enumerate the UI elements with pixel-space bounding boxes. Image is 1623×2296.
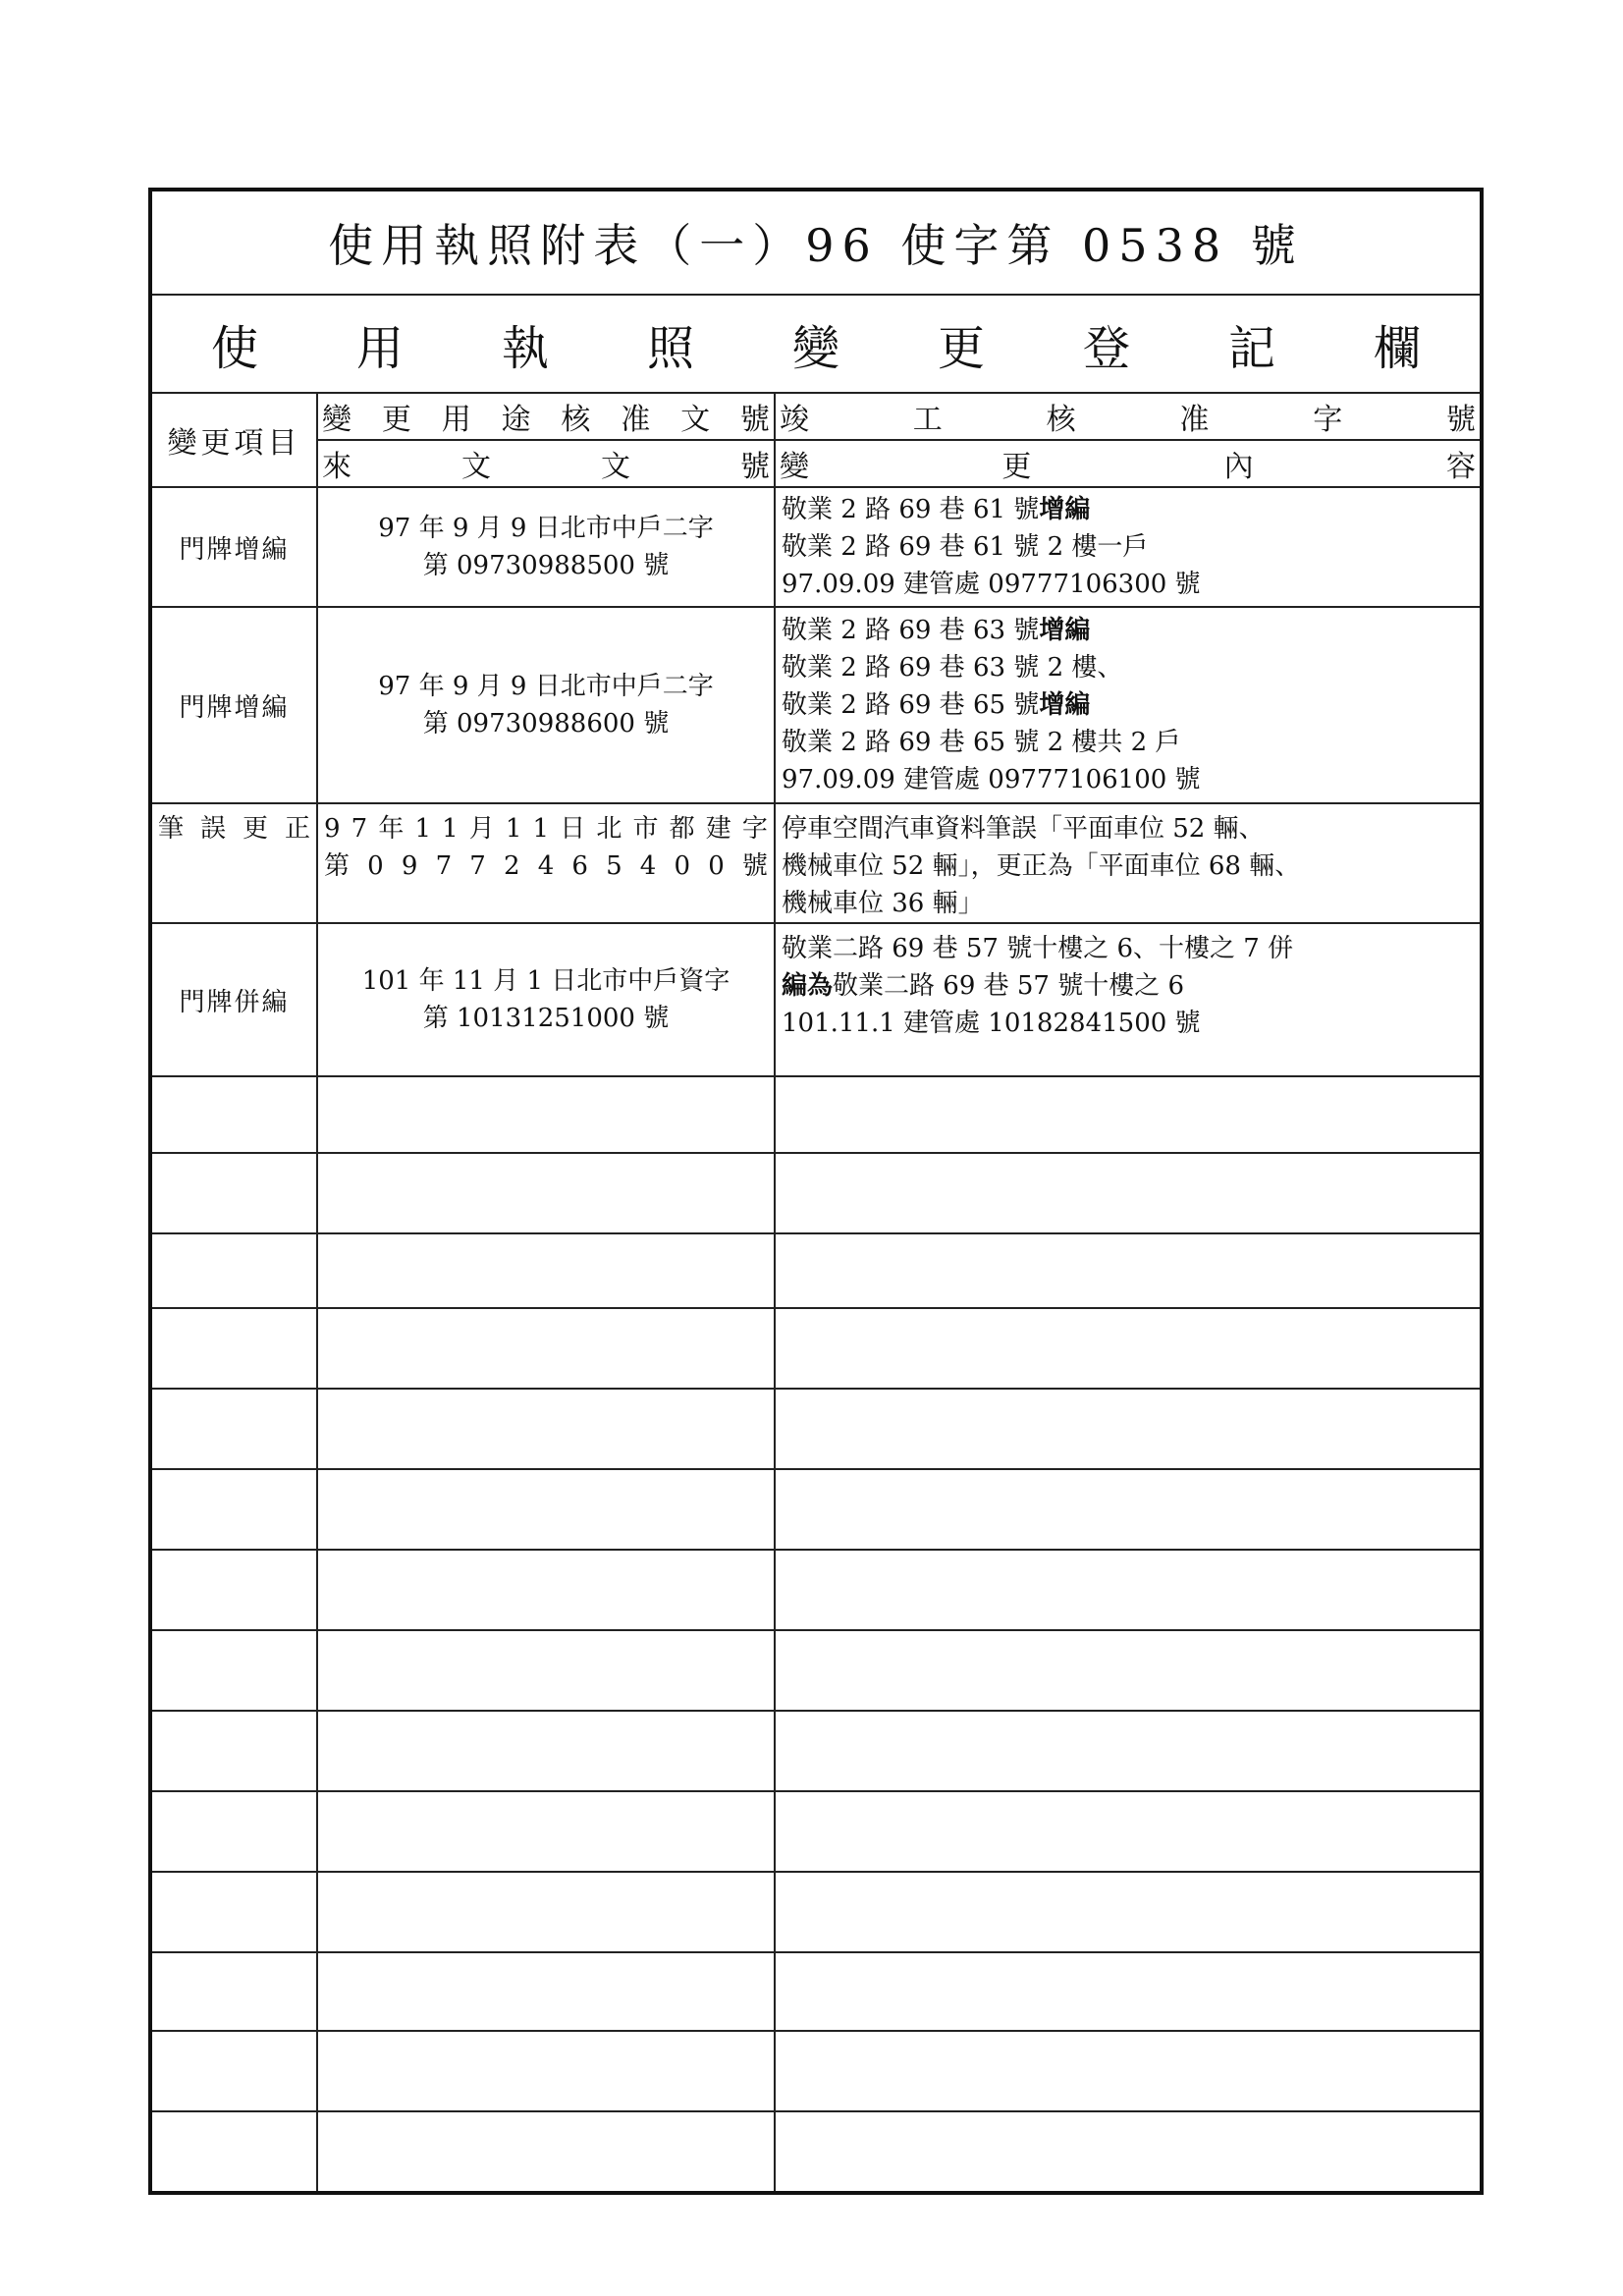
header-change-content xyxy=(775,440,1482,487)
empty-cell xyxy=(775,1630,1482,1711)
spaced-char: 用 xyxy=(441,403,471,437)
doc-line: 第 10131251000 號 xyxy=(422,1004,670,1033)
empty-cell xyxy=(150,1872,317,1952)
spaced-char: 誤 xyxy=(199,814,226,844)
section-title-char: 用 xyxy=(356,320,405,376)
empty-cell xyxy=(775,2031,1482,2111)
empty-row xyxy=(150,1711,1482,1791)
content-line: 敬業 2 路 69 巷 65 號 2 樓共 2 戶 xyxy=(782,728,1181,757)
content-line: 敬業 2 路 69 巷 65 號增編 xyxy=(782,690,1091,720)
section-title-char: 欄 xyxy=(1374,320,1422,376)
empty-cell xyxy=(317,1711,775,1791)
empty-cell xyxy=(150,1791,317,1872)
section-title-char: 登 xyxy=(1083,320,1131,376)
section-title xyxy=(150,295,1482,393)
empty-cell xyxy=(317,1308,775,1389)
empty-cell xyxy=(317,2111,775,2193)
empty-cell xyxy=(150,2111,317,2193)
empty-cell xyxy=(775,1308,1482,1389)
spaced-char: 更 xyxy=(242,814,268,844)
spaced-char: 核 xyxy=(1046,403,1076,437)
spaced-char: 4 xyxy=(639,851,657,881)
row-item: 門牌併編 xyxy=(150,923,317,1076)
header-approval-doc xyxy=(317,393,775,440)
empty-row xyxy=(150,1389,1482,1469)
doc-line: 97 年 9 月 9 日北市中戶二字 xyxy=(378,514,714,543)
empty-cell xyxy=(775,1872,1482,1952)
spaced-char: 北 xyxy=(596,814,622,844)
license-change-table xyxy=(148,188,1484,2195)
empty-cell xyxy=(317,1630,775,1711)
section-title-char: 變 xyxy=(792,320,840,376)
spaced-char: 文 xyxy=(601,450,630,484)
header-change-item: 變更項目 xyxy=(150,393,317,487)
empty-row xyxy=(150,1630,1482,1711)
spaced-char: 1 xyxy=(442,814,459,844)
row-change-content xyxy=(775,803,1482,923)
spaced-char: 0 xyxy=(708,851,725,881)
spaced-char: 9 xyxy=(401,851,418,881)
content-line: 停車空間汽車資料筆誤「平面車位 52 輛、 xyxy=(782,814,1265,844)
doc-line: 101 年 11 月 1 日北市中戶資字 xyxy=(361,966,730,996)
empty-row xyxy=(150,2031,1482,2111)
content-line: 機械車位 52 輛」，更正為「平面車位 68 輛、 xyxy=(782,851,1301,881)
spaced-char: 5 xyxy=(606,851,622,881)
spaced-char: 日 xyxy=(560,814,586,844)
content-line: 編為敬業二路 69 巷 57 號十樓之 6 xyxy=(782,971,1185,1001)
empty-cell xyxy=(150,1630,317,1711)
spaced-char: 變 xyxy=(322,403,352,437)
document-title: 使用執照附表（一）96 使字第 0538 號 xyxy=(150,190,1482,295)
spaced-char: 工 xyxy=(912,403,943,437)
empty-row xyxy=(150,2111,1482,2193)
spaced-char: 1 xyxy=(505,814,522,844)
empty-cell xyxy=(775,1952,1482,2031)
doc-line: 第 09730988500 號 xyxy=(422,551,670,580)
spaced-char: 號 xyxy=(739,403,770,437)
spaced-char: 竣 xyxy=(780,403,809,437)
row-item: 門牌增編 xyxy=(150,487,317,607)
spaced-char: 字 xyxy=(1313,403,1343,437)
spaced-char: 1 xyxy=(532,814,550,844)
empty-cell xyxy=(150,2031,317,2111)
content-line: 97.09.09 建管處 09777106300 號 xyxy=(782,570,1201,599)
empty-row xyxy=(150,1550,1482,1630)
empty-cell xyxy=(775,1233,1482,1308)
empty-cell xyxy=(775,1076,1482,1153)
header-incoming-doc xyxy=(317,440,775,487)
empty-row xyxy=(150,1791,1482,1872)
spaced-char: 建 xyxy=(705,814,731,844)
spaced-char: 文 xyxy=(461,450,491,484)
spaced-char: 變 xyxy=(780,450,809,484)
empty-cell xyxy=(775,1389,1482,1469)
empty-cell xyxy=(775,1469,1482,1550)
empty-cell xyxy=(317,1233,775,1308)
row-change-content xyxy=(775,487,1482,607)
section-title-char: 執 xyxy=(502,320,550,376)
spaced-char: 容 xyxy=(1445,450,1476,484)
row-doc-number xyxy=(317,803,775,923)
spaced-char: 7 xyxy=(469,851,486,881)
row-item xyxy=(150,803,317,923)
content-line: 101.11.1 建管處 10182841500 號 xyxy=(782,1009,1201,1038)
empty-cell xyxy=(317,1550,775,1630)
spaced-char: 內 xyxy=(1223,450,1254,484)
section-title-char: 照 xyxy=(647,320,695,376)
empty-row xyxy=(150,1153,1482,1233)
section-title-char: 記 xyxy=(1228,320,1276,376)
spaced-char: 准 xyxy=(1179,403,1210,437)
spaced-char: 字 xyxy=(741,814,768,844)
spaced-char: 文 xyxy=(680,403,711,437)
row-doc-number xyxy=(317,487,775,607)
empty-cell xyxy=(775,1550,1482,1630)
row-doc-number xyxy=(317,607,775,803)
spaced-char: 7 xyxy=(351,814,368,844)
empty-cell xyxy=(775,1791,1482,1872)
empty-cell xyxy=(150,1153,317,1233)
empty-cell xyxy=(150,1308,317,1389)
empty-row xyxy=(150,1872,1482,1952)
section-title-char: 使 xyxy=(211,320,259,376)
empty-cell xyxy=(317,1872,775,1952)
empty-cell xyxy=(150,1469,317,1550)
spaced-char: 第 xyxy=(324,851,351,881)
empty-cell xyxy=(317,1076,775,1153)
spaced-char: 准 xyxy=(621,403,651,437)
row-change-content xyxy=(775,607,1482,803)
empty-cell xyxy=(150,1952,317,2031)
spaced-char: 2 xyxy=(503,851,520,881)
spaced-char: 6 xyxy=(571,851,588,881)
empty-cell xyxy=(150,1389,317,1469)
row-item: 門牌增編 xyxy=(150,607,317,803)
spaced-char: 筆 xyxy=(158,814,185,844)
empty-cell xyxy=(775,1711,1482,1791)
spaced-char: 正 xyxy=(284,814,310,844)
empty-cell xyxy=(775,1153,1482,1233)
empty-cell xyxy=(775,2111,1482,2193)
empty-row xyxy=(150,1233,1482,1308)
empty-cell xyxy=(317,1469,775,1550)
section-title-char: 更 xyxy=(938,320,986,376)
content-line: 敬業 2 路 69 巷 61 號 2 樓一戶 xyxy=(782,532,1149,562)
content-line: 敬業 2 路 69 巷 63 號 2 樓、 xyxy=(782,653,1123,683)
spaced-char: 號 xyxy=(1445,403,1476,437)
empty-cell xyxy=(317,1791,775,1872)
empty-cell xyxy=(317,1389,775,1469)
spaced-char: 0 xyxy=(367,851,384,881)
empty-cell xyxy=(150,1076,317,1153)
spaced-char: 年 xyxy=(378,814,405,844)
content-line: 敬業二路 69 巷 57 號十樓之 6、十樓之 7 併 xyxy=(782,934,1294,963)
empty-row xyxy=(150,1469,1482,1550)
spaced-char: 7 xyxy=(435,851,453,881)
spaced-char: 0 xyxy=(674,851,691,881)
spaced-char: 來 xyxy=(322,450,352,484)
content-line: 97.09.09 建管處 09777106100 號 xyxy=(782,765,1201,794)
spaced-char: 都 xyxy=(669,814,695,844)
row-doc-number xyxy=(317,923,775,1076)
content-line: 敬業 2 路 69 巷 63 號增編 xyxy=(782,616,1091,645)
doc-line: 97 年 9 月 9 日北市中戶二字 xyxy=(378,672,714,701)
empty-cell xyxy=(150,1711,317,1791)
row-change-content xyxy=(775,923,1482,1076)
spaced-char: 途 xyxy=(501,403,531,437)
spaced-char: 號 xyxy=(740,450,770,484)
empty-cell xyxy=(150,1233,317,1308)
empty-cell xyxy=(317,1153,775,1233)
content-line: 機械車位 36 輛」 xyxy=(782,889,984,918)
empty-row xyxy=(150,1076,1482,1153)
spaced-char: 4 xyxy=(537,851,555,881)
spaced-char: 月 xyxy=(468,814,495,844)
empty-cell xyxy=(317,1952,775,2031)
spaced-char: 1 xyxy=(414,814,431,844)
empty-row xyxy=(150,1308,1482,1389)
spaced-char: 9 xyxy=(324,814,341,844)
content-line: 敬業 2 路 69 巷 61 號增編 xyxy=(782,495,1091,524)
header-completion-number xyxy=(775,393,1482,440)
doc-line: 第 09730988600 號 xyxy=(422,709,670,738)
spaced-char: 更 xyxy=(1001,450,1032,484)
spaced-char: 更 xyxy=(381,403,411,437)
spaced-char: 號 xyxy=(741,851,768,881)
spaced-char: 市 xyxy=(632,814,659,844)
empty-row xyxy=(150,1952,1482,2031)
spaced-char: 核 xyxy=(561,403,591,437)
empty-cell xyxy=(317,2031,775,2111)
empty-cell xyxy=(150,1550,317,1630)
